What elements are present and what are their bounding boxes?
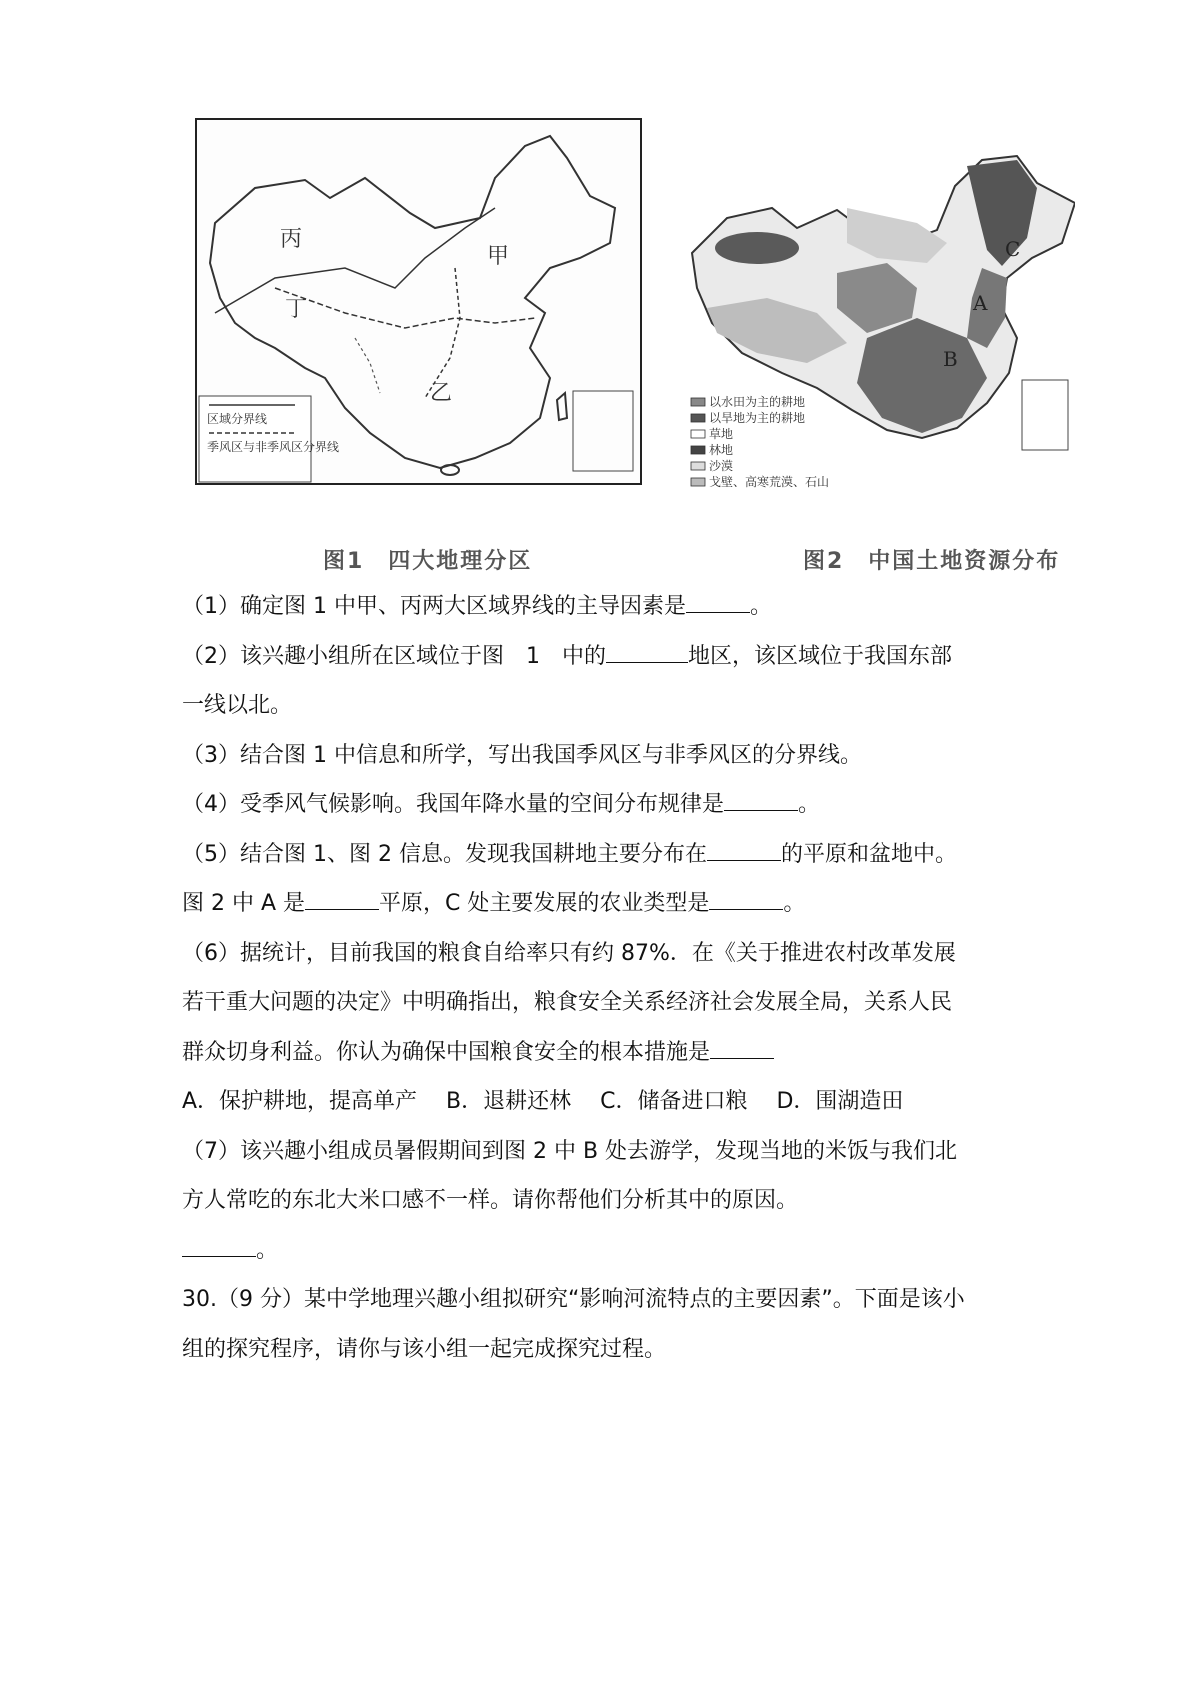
question-30-line-2: 组的探究程序，请你与该小组一起完成探究过程。	[182, 1336, 667, 1362]
question-2-text-a: （2）该兴趣小组所在区域位于图 1 中的	[182, 643, 606, 669]
question-7-line-2: 方人常吃的东北大米口感不一样。请你帮他们分析其中的原因。	[182, 1188, 799, 1213]
answer-blank[interactable]	[710, 1032, 774, 1059]
question-5-line-2	[182, 879, 1052, 929]
question-5-line-1	[182, 830, 1052, 880]
question-2-line-1	[182, 632, 1052, 682]
question-6-line-1: （6）据统计，目前我国的粮食自给率只有约 87%．在《关于推进农村改革发展	[182, 940, 956, 966]
answer-blank[interactable]	[686, 586, 750, 613]
point-label-b: B	[943, 347, 958, 371]
legend-gobi: 戈壁、高寒荒漠、石山	[709, 475, 830, 489]
question-7-line-1: （7）该兴趣小组成员暑假期间到图 2 中 B 处去游学，发现当地的米饭与我们北	[182, 1138, 958, 1164]
figure-row	[195, 118, 1075, 578]
question-5-end: 。	[783, 891, 806, 916]
answer-blank[interactable]	[606, 636, 688, 663]
question-2-text-b: 地区，该区域位于我国东部	[688, 643, 953, 669]
question-4-end: 。	[798, 792, 821, 817]
point-label-c: C	[1005, 237, 1021, 261]
point-label-a: A	[973, 291, 988, 315]
figure-2-caption: 图2 中国土地资源分布	[803, 549, 1061, 574]
question-2-line-2: 一线以北。	[182, 693, 293, 718]
question-1-text: （1）确定图 1 中甲、丙两大区域界线的主导因素是	[182, 594, 686, 619]
legend-desert: 沙漠	[709, 459, 734, 473]
question-6-text: 群众切身利益。你认为确保中国粮食安全的根本措施是	[182, 1039, 711, 1065]
figure-2-map	[687, 148, 1075, 528]
question-4	[182, 780, 1052, 830]
region-label-bing: 丙	[280, 227, 303, 252]
question-5-text-a: （5）结合图 1、图 2 信息。发现我国耕地主要分布在	[182, 841, 707, 867]
answer-blank[interactable]	[305, 883, 379, 910]
figure-1-map	[195, 118, 675, 518]
figure-1-caption: 图1 四大地理分区	[323, 549, 533, 574]
region-label-jia: 甲	[487, 244, 510, 269]
question-6-options: A．保护耕地，提高单产 B．退耕还林 C．储备进口粮 D．围湖造田	[182, 1089, 904, 1114]
question-6-line-2: 若干重大问题的决定》中明确指出，粮食安全关系经济社会发展全局，关系人民	[182, 990, 953, 1015]
question-1-end: 。	[749, 594, 772, 619]
question-3: （3）结合图 1 中信息和所学，写出我国季风区与非季风区的分界线。	[182, 742, 862, 768]
answer-blank[interactable]	[724, 784, 798, 811]
question-1	[182, 582, 1052, 632]
question-4-text: （4）受季风气候影响。我国年降水量的空间分布规律是	[182, 792, 724, 817]
question-6-line-3	[182, 1028, 1052, 1078]
legend-paddy: 以水田为主的耕地	[709, 395, 806, 409]
legend-grassland: 草地	[709, 427, 734, 441]
question-7-end: 。	[256, 1237, 279, 1263]
legend-forest: 林地	[709, 443, 734, 457]
question-7-answer-line	[182, 1226, 1052, 1276]
region-label-yi: 乙	[430, 381, 453, 406]
figure-2-legend	[691, 394, 829, 489]
answer-blank[interactable]	[709, 883, 783, 910]
legend-monsoon-boundary: 季风区与非季风区分界线	[207, 440, 340, 454]
region-label-ding: 丁	[285, 297, 308, 322]
question-text	[182, 582, 1052, 1374]
legend-dryland: 以旱地为主的耕地	[709, 411, 806, 425]
question-30-line-1: 30.（9 分）某中学地理兴趣小组拟研究“影响河流特点的主要因素”。下面是该小	[182, 1287, 965, 1312]
question-5-text-c: 图 2 中 A 是	[182, 891, 306, 916]
question-5-text-b: 的平原和盆地中。	[780, 841, 957, 867]
question-5-text-d: 平原，C 处主要发展的农业类型是	[379, 891, 710, 916]
legend-region-boundary: 区域分界线	[207, 412, 268, 426]
answer-blank[interactable]	[707, 834, 781, 861]
answer-blank[interactable]	[182, 1230, 256, 1257]
